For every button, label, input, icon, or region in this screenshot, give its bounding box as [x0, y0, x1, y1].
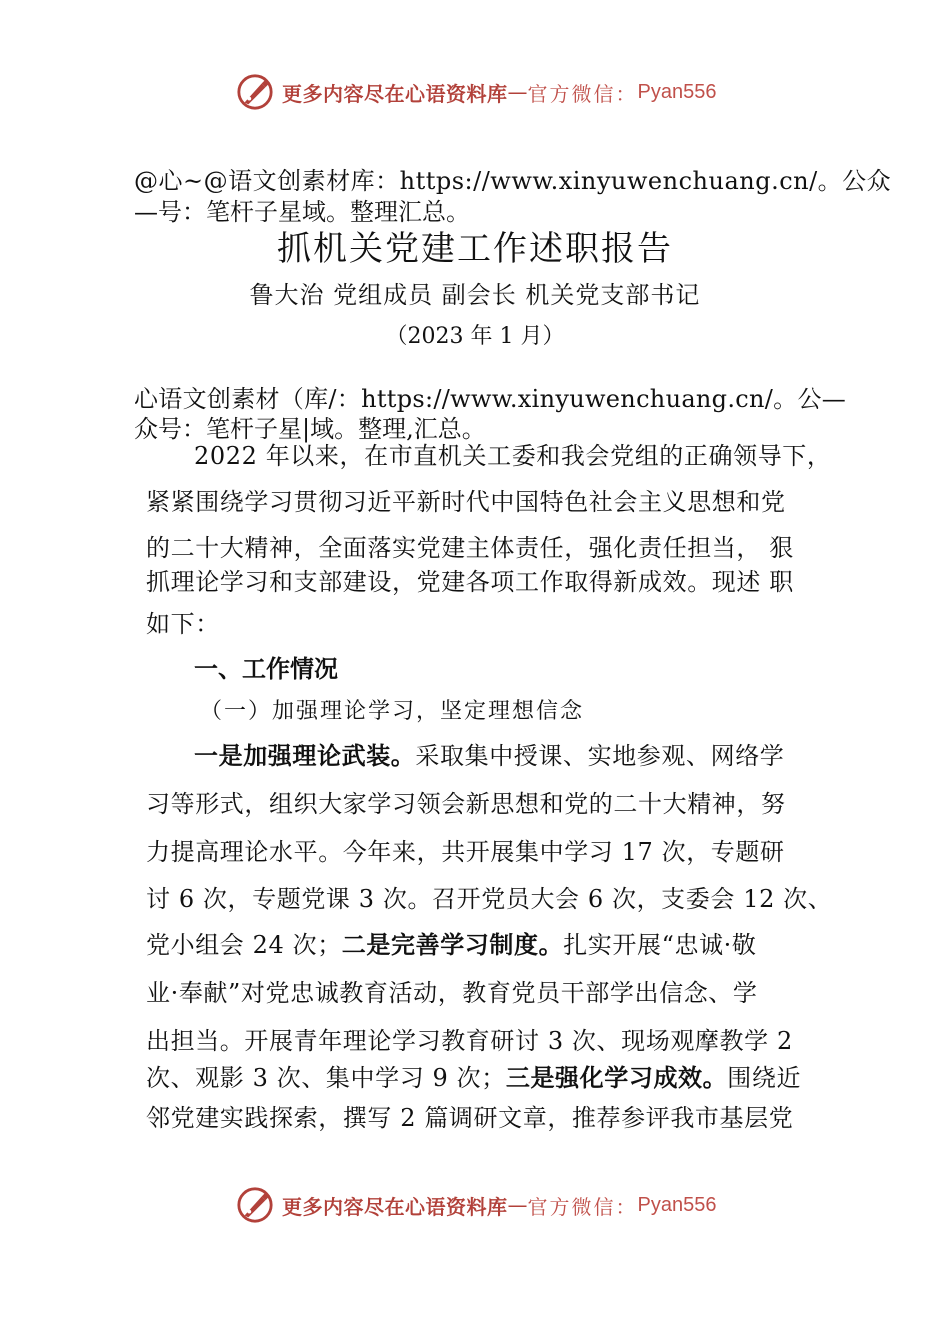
point-two-heading: 二是完善学习制度。: [341, 931, 564, 959]
section-heading: 一、工作情况: [194, 655, 338, 683]
body-line: [146, 930, 757, 960]
banner-separator: —: [507, 1193, 528, 1217]
body-text: 采取集中授课、实地参观、网络学: [415, 742, 785, 770]
intro-line: 抓理论学习和支部建设，党建各项工作取得新成效。现述 职: [146, 568, 794, 596]
pen-nib-logo-icon: [236, 73, 274, 111]
body-text: 次、观影 3 次、集中学习 9 次；: [146, 1064, 506, 1092]
watermark-notice-line-1: @心~@语文创素材库：https://www.xinyuwenchuang.cn/。公众: [134, 167, 892, 195]
document-title: 抓机关党建工作述职报告: [277, 229, 673, 269]
banner-separator: —: [507, 80, 528, 104]
body-line: [146, 1063, 801, 1093]
body-line: 邻党建实践探索，撰写 2 篇调研文章，推荐参评我市基层党: [146, 1104, 794, 1132]
intro-line: 2022 年以来，在市直机关工委和我会党组的正确领导下，: [194, 442, 832, 470]
body-line: 习等形式，组织大家学习领会新思想和党的二十大精神，努: [146, 790, 786, 818]
banner-wechat-label: 官方微信：: [527, 81, 638, 106]
body-line: [194, 741, 784, 771]
intro-line: 紧紧围绕学习贯彻习近平新时代中国特色社会主义思想和党: [146, 488, 786, 516]
banner-slogan: 更多内容尽在心语资料库: [282, 1194, 508, 1219]
point-one-heading: 一是加强理论武装。: [194, 742, 416, 770]
body-text: 扎实开展“忠诚·敬: [563, 931, 757, 959]
banner-slogan: 更多内容尽在心语资料库: [282, 81, 508, 106]
body-line: 业·奉献”对党忠诚教育活动，教育党员干部学出信念、学: [146, 979, 758, 1007]
pen-nib-logo-icon: [236, 1186, 274, 1224]
watermark-notice-line-2: —号：笔杆子星域。整理汇总。: [134, 198, 470, 226]
banner-wechat-id: Pyan556: [637, 80, 717, 103]
document-date: （2023 年 1 月）: [385, 324, 565, 349]
body-line: 出担当。开展青年理论学习教育研讨 3 次、现场观摩教学 2: [146, 1027, 793, 1055]
footer-banner: [236, 1185, 716, 1225]
subsection-heading: （一）加强理论学习，坚定理想信念: [200, 699, 585, 724]
point-three-heading: 三是强化学习成效。: [505, 1064, 728, 1092]
body-text: 党小组会 24 次；: [146, 931, 342, 959]
intro-line: 如下：: [146, 610, 220, 638]
watermark-notice-line-4: 众号：笔杆子星|域。整理,汇总。: [134, 415, 486, 443]
banner-wechat-id: Pyan556: [637, 1193, 717, 1216]
body-line: 力提高理论水平。今年来，共开展集中学习 17 次，专题研: [146, 838, 785, 866]
body-line: 讨 6 次，专题党课 3 次。召开党员大会 6 次，支委会 12 次、: [146, 885, 833, 913]
intro-line: 的二十大精神，全面落实党建主体责任，强化责任担当， 狠: [146, 534, 794, 562]
body-text: 围绕近: [727, 1064, 802, 1092]
banner-wechat-label: 官方微信：: [527, 1194, 638, 1219]
header-banner: [236, 72, 716, 112]
document-author: 鲁大治 党组成员 副会长 机关党支部书记: [249, 281, 701, 309]
watermark-notice-line-3: 心语文创素材（库/：https://www.xinyuwenchuang.cn/。公—: [134, 385, 847, 413]
